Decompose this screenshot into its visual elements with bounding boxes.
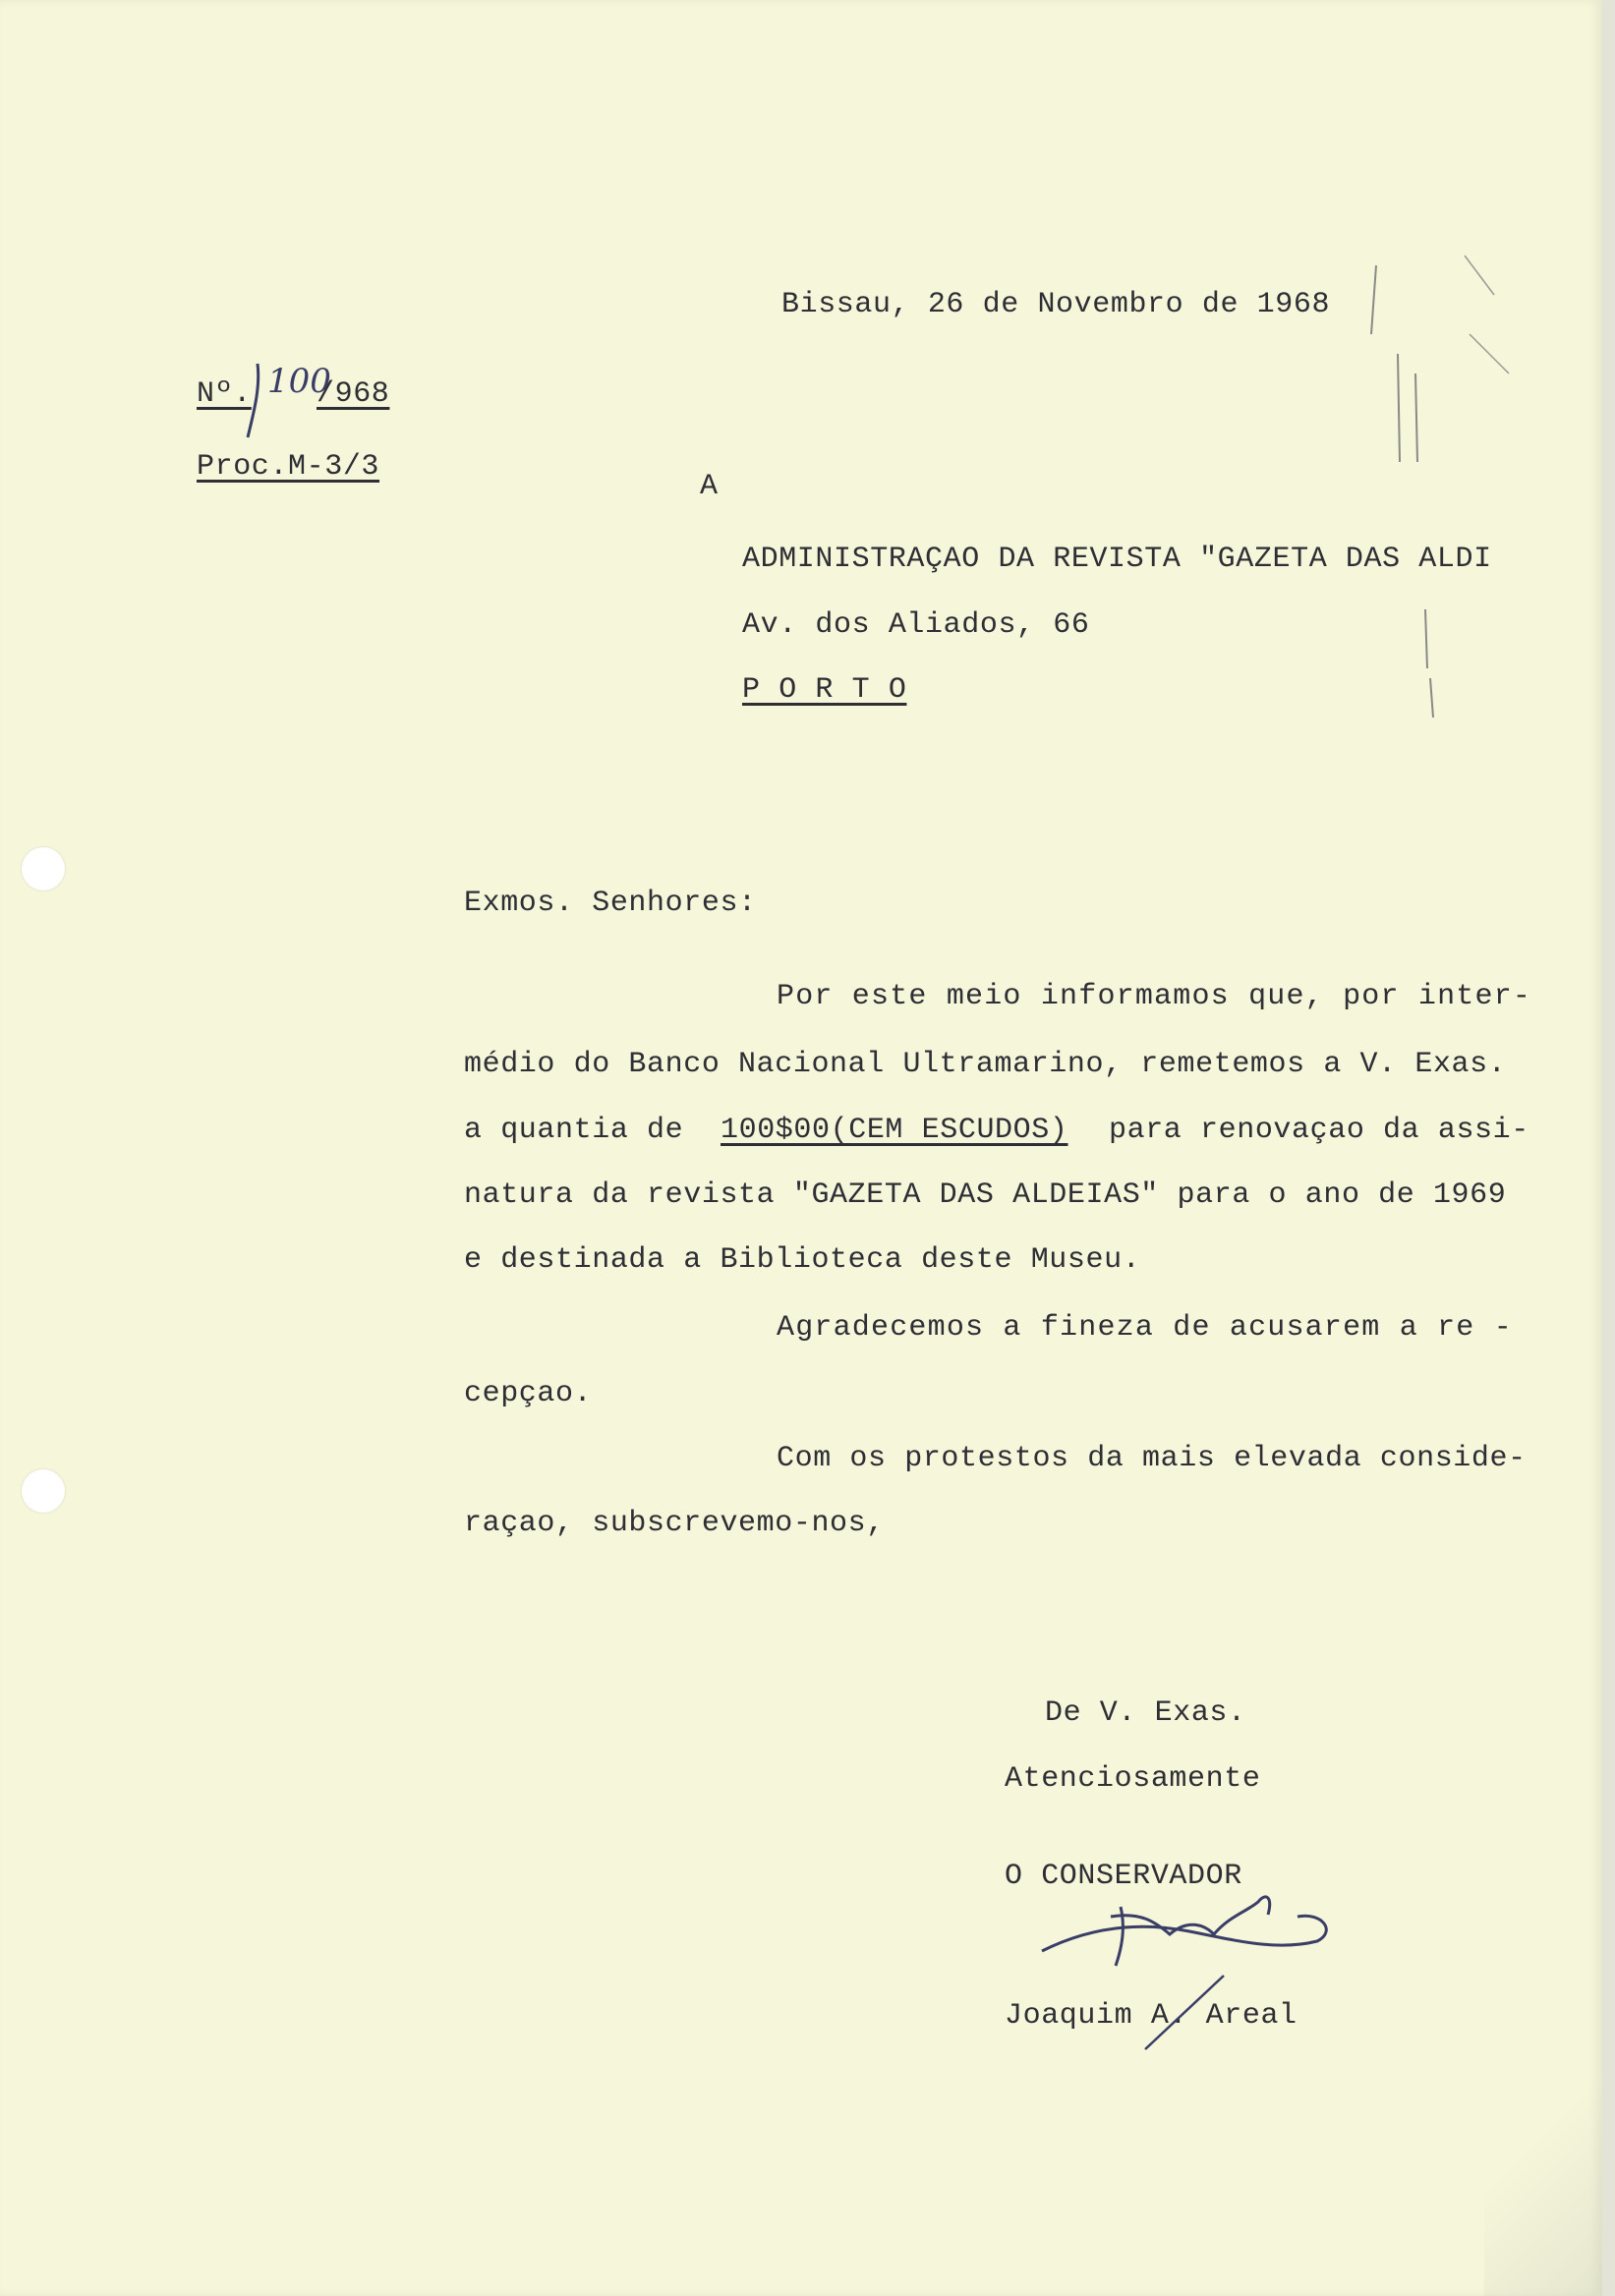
signature-icon [1042,1916,1326,1951]
body-line: a quantia de [464,1114,684,1147]
place-date: Bissau, 26 de Novembro de 1968 [781,288,1331,321]
recipient-city: P O R T O [742,673,907,707]
body-line: natura da revista "GAZETA DAS ALDEIAS" para o ano de 1969 [464,1178,1507,1212]
body-line: e destinada a Biblioteca deste Museu. [464,1243,1141,1277]
closing-line: Atenciosamente [1005,1762,1261,1796]
reference-number-year: /968 [317,377,390,411]
reference-number-label: Nº. [197,377,252,411]
body-line: para renovaçao da assi- [1109,1114,1529,1147]
process-reference: Proc.M-3/3 [197,450,380,484]
signatory-name: Joaquim A. Areal [1005,1999,1298,2033]
recipient-address: Av. dos Aliados, 66 [742,608,1090,642]
body-line: Agradecemos a fineza de acusarem a re - [777,1311,1513,1345]
background-edge [1602,0,1615,2296]
pencil-stroke [1465,256,1509,373]
body-line: raçao, subscrevemo-nos, [464,1507,885,1540]
signature-icon [1145,1976,1224,2049]
closing-line: De V. Exas. [1045,1696,1246,1730]
body-line: Por este meio informamos que, por inter- [777,980,1532,1013]
amount: 100$00(CEM ESCUDOS) [721,1114,1068,1147]
salutation: Exmos. Senhores: [464,887,757,920]
reference-number-handwritten: 100 [267,362,331,401]
recipient-name: ADMINISTRAÇAO DA REVISTA "GAZETA DAS ALDI [742,543,1492,576]
recipient-to: A [700,470,719,503]
signatory-title: O CONSERVADOR [1005,1860,1242,1893]
pencil-stroke [1371,265,1433,718]
pen-stroke [248,364,259,437]
body-line: Com os protestos da mais elevada conside- [777,1442,1527,1475]
body-line: médio do Banco Nacional Ultramarino, remetemos a V. Exas. [464,1048,1507,1081]
body-line: cepçao. [464,1377,593,1410]
